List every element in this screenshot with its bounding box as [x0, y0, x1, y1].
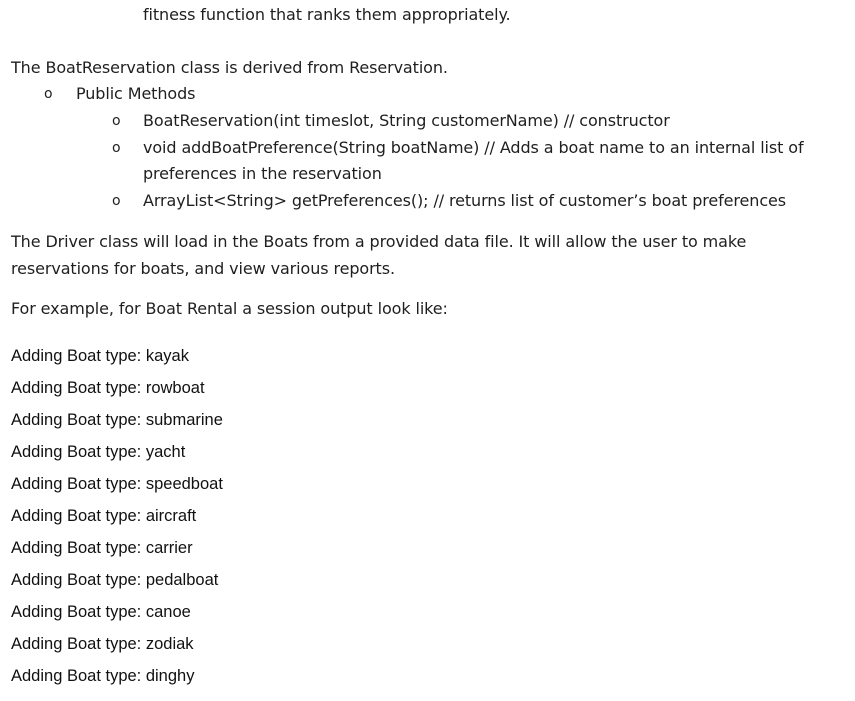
- bullet-icon: o: [112, 193, 121, 209]
- output-line: Adding Boat type: zodiak: [11, 635, 194, 653]
- method-item: ArrayList<String> getPreferences(); // returns list of customer’s boat preferences: [143, 191, 787, 210]
- bullet-icon: o: [44, 86, 53, 102]
- output-line: Adding Boat type: aircraft: [11, 507, 197, 525]
- bullet-icon: o: [112, 140, 121, 156]
- output-line: Adding Boat type: speedboat: [11, 475, 223, 493]
- method-item: void addBoatPreference(String boatName) // Adds a boat name to an internal list of: [143, 138, 804, 157]
- public-methods-label: Public Methods: [76, 84, 196, 103]
- output-line: Adding Boat type: yacht: [11, 443, 186, 461]
- driver-paragraph-line: The Driver class will load in the Boats from a provided data file. It will allow the user to make: [11, 232, 747, 251]
- method-item: BoatReservation(int timeslot, String customerName) // constructor: [143, 111, 670, 130]
- output-line: Adding Boat type: canoe: [11, 603, 191, 621]
- intro-fragment: fitness function that ranks them appropriately.: [143, 5, 511, 24]
- output-line: Adding Boat type: rowboat: [11, 379, 205, 397]
- output-line: Adding Boat type: dinghy: [11, 667, 195, 685]
- bullet-icon: o: [112, 113, 121, 129]
- output-line: Adding Boat type: submarine: [11, 411, 223, 429]
- output-line: Adding Boat type: carrier: [11, 539, 193, 557]
- method-item-continuation: preferences in the reservation: [143, 164, 382, 183]
- output-line: Adding Boat type: kayak: [11, 347, 189, 365]
- boat-reservation-heading: The BoatReservation class is derived from Reservation.: [11, 58, 448, 77]
- driver-paragraph-line: reservations for boats, and view various reports.: [11, 259, 395, 278]
- output-line: Adding Boat type: pedalboat: [11, 571, 219, 589]
- example-intro: For example, for Boat Rental a session output look like:: [11, 299, 448, 318]
